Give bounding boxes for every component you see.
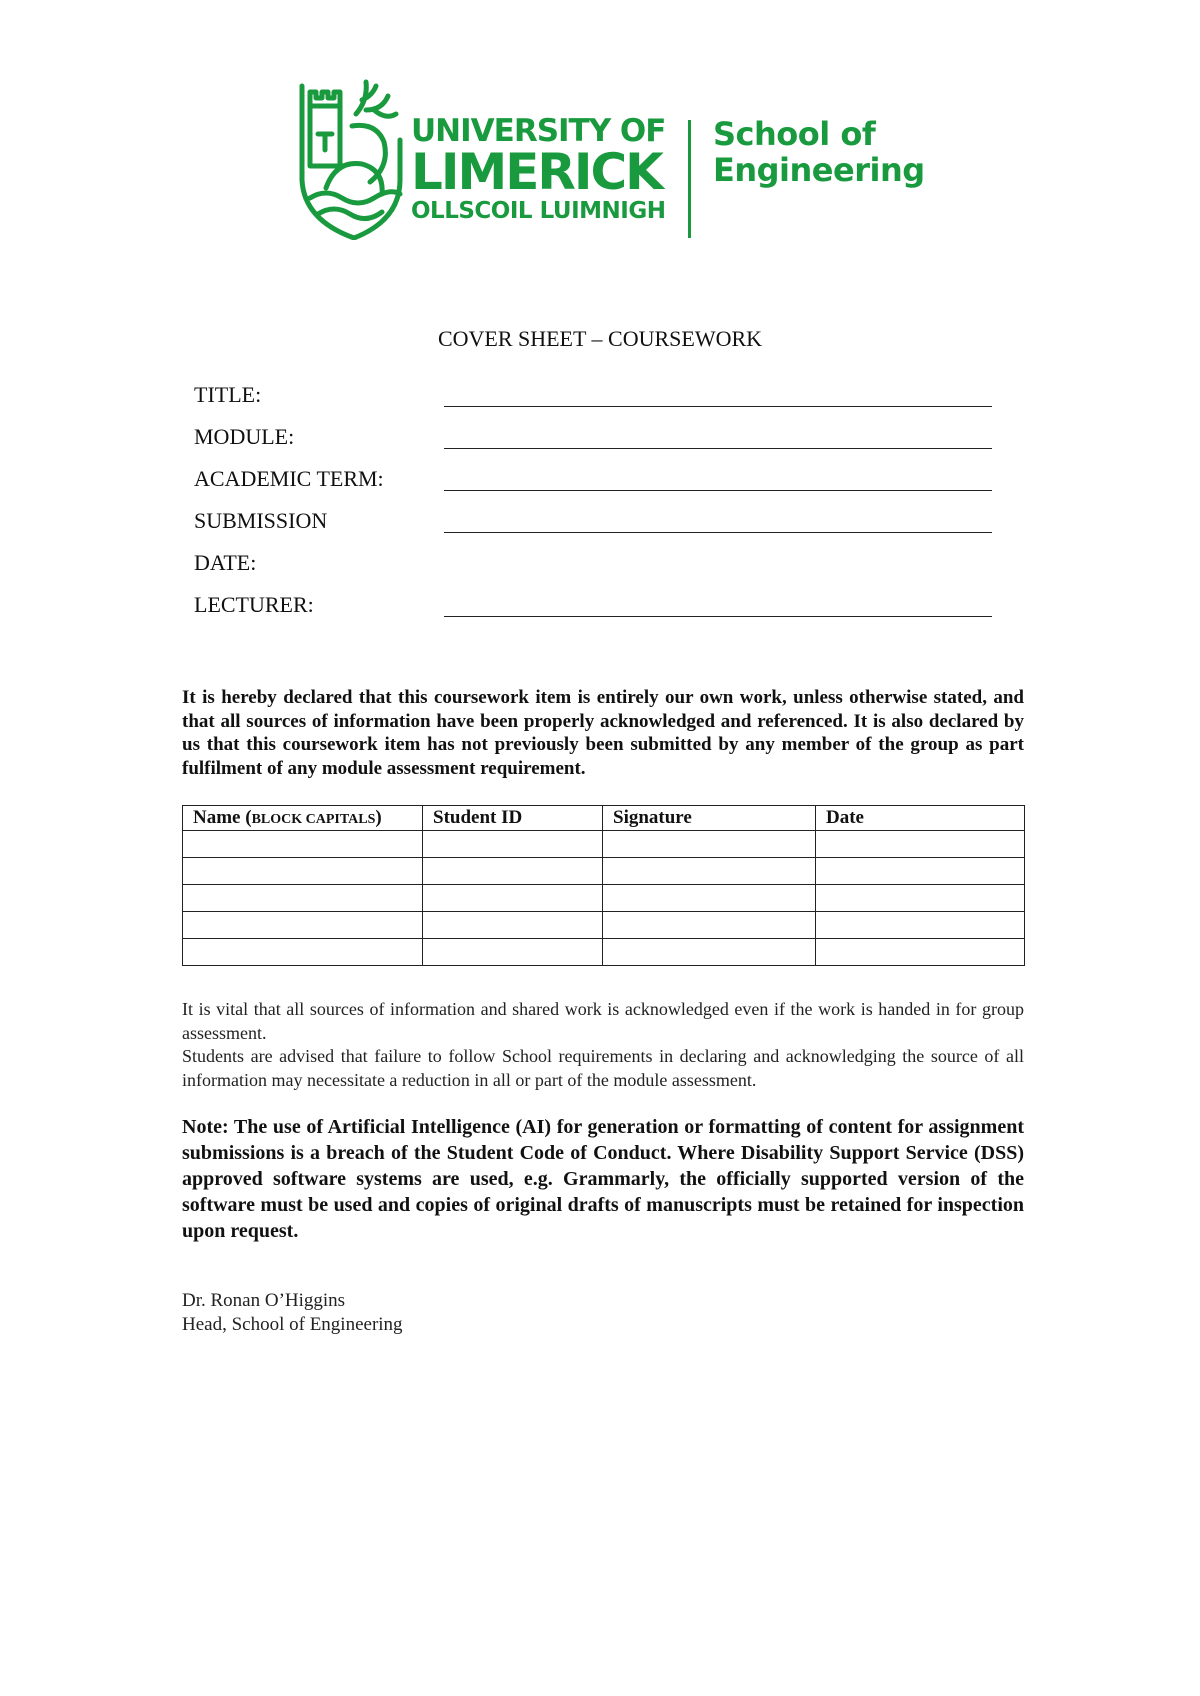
university-logo — [296, 68, 936, 248]
cell-date[interactable] — [816, 831, 1025, 858]
school-name — [713, 116, 925, 188]
column-header-name-label: Name ( — [193, 807, 252, 828]
field-label-academic-term: ACADEMIC TERM: — [194, 466, 384, 491]
field-input-lecturer[interactable] — [444, 616, 992, 617]
column-header-student-id: Student ID — [423, 806, 603, 831]
field-input-submission-date[interactable] — [444, 532, 992, 533]
cell-name[interactable] — [183, 912, 423, 939]
table-row — [183, 885, 1025, 912]
cell-student-id[interactable] — [423, 912, 603, 939]
cell-date[interactable] — [816, 885, 1025, 912]
table-row — [183, 939, 1025, 966]
cell-student-id[interactable] — [423, 939, 603, 966]
cell-signature[interactable] — [603, 939, 816, 966]
field-label-title: TITLE: — [194, 382, 262, 407]
cell-name[interactable] — [183, 858, 423, 885]
field-label-submission: SUBMISSION — [194, 508, 328, 533]
cell-name[interactable] — [183, 831, 423, 858]
table-row — [183, 912, 1025, 939]
cell-name[interactable] — [183, 885, 423, 912]
university-name-line-1: UNIVERSITY OF — [411, 113, 666, 149]
university-crest-icon — [296, 70, 406, 240]
university-name-line-2: LIMERICK — [411, 143, 662, 201]
university-name-irish: OLLSCOIL LUIMNIGH — [411, 198, 666, 224]
table-row — [183, 831, 1025, 858]
cell-date[interactable] — [816, 912, 1025, 939]
table-header-row — [183, 806, 1025, 831]
field-input-academic-term[interactable] — [444, 490, 992, 491]
cell-student-id[interactable] — [423, 885, 603, 912]
cell-student-id[interactable] — [423, 858, 603, 885]
acknowledgement-notice: It is vital that all sources of information and shared work is acknowledged even if the work is handed in for group assessment. — [182, 999, 1024, 1043]
school-name-line-1: School of — [713, 115, 876, 153]
cell-signature[interactable] — [603, 885, 816, 912]
column-header-name — [183, 806, 423, 831]
cell-student-id[interactable] — [423, 831, 603, 858]
declaration-text: It is hereby declared that this coursework item is entirely our own work, unless otherwise stated, and that all sources of information have been properly acknowledged and referenced. It is also declared by us that this coursework item has not previously been submitted by any member of the group as part fulfilment of any module assessment requirement. — [182, 687, 1024, 779]
field-label-lecturer: LECTURER: — [194, 592, 314, 617]
group-members-table — [182, 805, 1025, 966]
field-input-title[interactable] — [444, 406, 992, 407]
school-name-line-2: Engineering — [713, 151, 925, 189]
column-header-name-caps: BLOCK CAPITALS — [251, 812, 376, 827]
column-header-signature: Signature — [603, 806, 816, 831]
field-input-module[interactable] — [444, 448, 992, 449]
column-header-date: Date — [816, 806, 1025, 831]
cell-date[interactable] — [816, 858, 1025, 885]
university-wordmark — [411, 114, 665, 226]
cell-date[interactable] — [816, 939, 1025, 966]
field-label-module: MODULE: — [194, 424, 295, 449]
cell-signature[interactable] — [603, 858, 816, 885]
table-row — [183, 858, 1025, 885]
ai-usage-note: Note: The use of Artificial Intelligence (AI) for generation or formatting of content for assignment submissions is a breach of the Student Code of Conduct. Where Disability Support Service (DSS) approved software systems are used, e.g. Grammarly, the officially supported version of the software must be used and copies of original drafts of manuscripts must be retained for inspection upon request. — [182, 1116, 1024, 1242]
signatory-name: Dr. Ronan O’Higgins — [182, 1290, 346, 1311]
page-title: COVER SHEET – COURSEWORK — [437, 326, 763, 351]
cell-signature[interactable] — [603, 912, 816, 939]
field-label-date: DATE: — [194, 550, 257, 575]
logo-divider — [688, 120, 691, 238]
cell-signature[interactable] — [603, 831, 816, 858]
cell-name[interactable] — [183, 939, 423, 966]
column-header-name-close: ) — [375, 807, 382, 828]
signatory-role: Head, School of Engineering — [182, 1314, 403, 1335]
requirements-notice: Students are advised that failure to follow School requirements in declaring and acknowledging the source of all information may necessitate a reduction in all or part of the module assessment. — [182, 1046, 1024, 1090]
